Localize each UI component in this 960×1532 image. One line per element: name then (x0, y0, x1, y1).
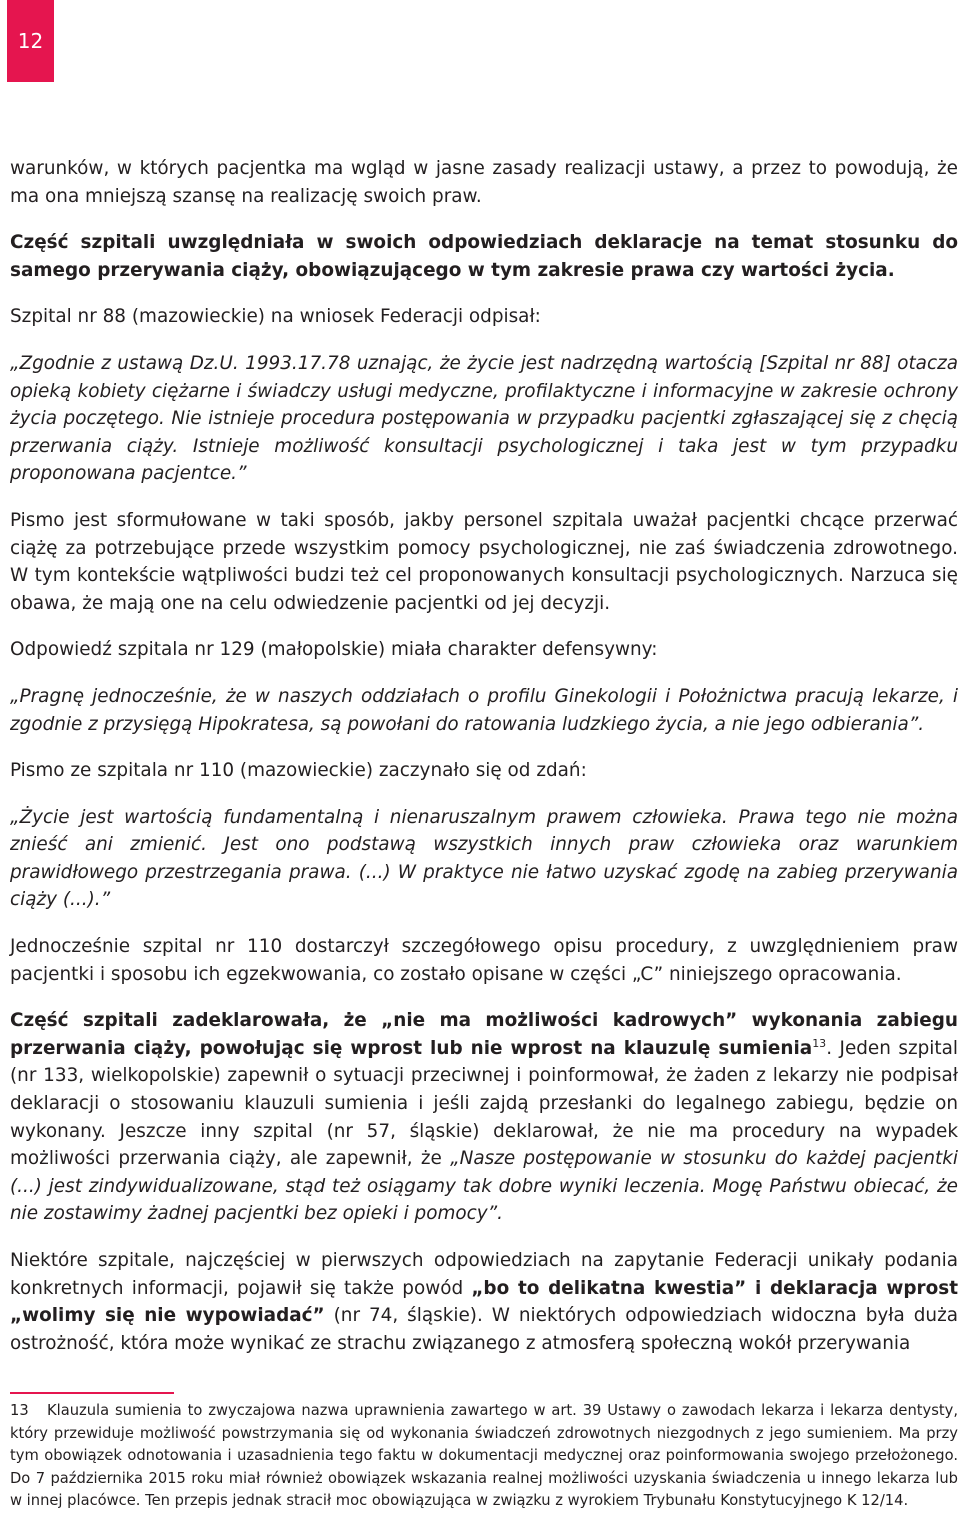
quote-text: „Pragnę jednocześnie, że w naszych oddziałach o profilu Ginekologii i Położnictwa pracują lekarze, i zgodnie z przysięgą Hipokratesa, są powołani do ratowania ludzkiego życia, a nie jego odbierania”. (10, 685, 958, 735)
paragraph: Pismo ze szpitala nr 110 (mazowieckie) zaczynało się od zdań: (10, 760, 587, 782)
footnote-number: 13 (10, 1402, 29, 1419)
quote-text: „Zgodnie z ustawą Dz.U. 1993.17.78 uznając, że życie jest nadrzędną wartością [Szpital nr 88] otacza opieką kobiety ciężarne i świadczy usługi medyczne, profilaktyczne i informacyjne w zakresie ochrony życia poczętego. Nie istnieje procedura postępowania w przypadku pacjentki zgłaszającej się z chęcią przerwania ciąży. Istnieje możliwość konsultacji psychologicznej i taka jest w tym przypadku proponowana pacjentce.” (10, 352, 958, 485)
paragraph-text: . Jeden szpital (nr 133, wielkopolskie) zapewnił o sytuacji przeciwnej i poinformował, że żaden z lekarzy nie podpisał deklaracji o stosowaniu klauzuli sumienia i jeśli zajdą przesłanki do legalnego zabiegu, będzie on wykonany. Jeszcze inny szpital (nr 57, śląskie) deklarował, że nie ma procedury na wypadek możliwości przerwania ciąży, ale zapewnił, że (10, 1037, 958, 1170)
paragraph-bold (10, 229, 958, 284)
bold-statement: Część szpitali zadeklarowała, że „nie ma możliwości kadrowych” wykonania zabiegu przerwania ciąży, powołując się wprost lub nie wprost na klauzulę sumienia (10, 1010, 958, 1059)
footnote-divider (10, 1392, 174, 1394)
page-number-badge (7, 0, 54, 82)
paragraph-conscience-clause (10, 1007, 958, 1228)
footnote-ref[interactable]: 13 (812, 1036, 827, 1050)
paragraph: Jednocześnie szpital nr 110 dostarczył szczegółowego opisu procedury, z uwzględnieniem praw pacjentki i sposobu ich egzekwowania, co zostało opisane w części „C” niniejszego opracowania. (10, 936, 958, 985)
quote-text: „Życie jest wartością fundamentalną i nienaruszalnym prawem człowieka. Prawa tego nie można znieść ani zmienić. Jest ono podstawą wszystkich innych praw człowieka oraz warunkiem prawidłowego przestrzegania prawa. (...) W praktyce nie łatwo uzyskać zgodę na zabieg przerywania ciąży (...).” (10, 806, 958, 911)
quote-hospital-88 (10, 350, 958, 488)
quote-text: „Nasze postępowanie w stosunku do każdej pacjentki (...) jest zindywidualizowane, stąd też osiągamy tak dobre wyniki leczenia. Mogę Państwu obiecać, że nie zostawimy żadnej pacjentki bez opieki i pomocy”. (10, 1148, 958, 1225)
page-number: 12 (17, 29, 44, 53)
paragraph-text: (nr 74, śląskie). W niektórych odpowiedziach widoczna była duża ostrożność, która może wynikać ze strachu związanego z atmosferą społeczną wokół przerywania (10, 1305, 958, 1354)
paragraph: warunków, w których pacjentka ma wgląd w jasne zasady realizacji ustawy, a przez to powodują, że ma ona mniejszą szansę na realizację swoich praw. (10, 158, 958, 207)
paragraph-last (10, 1247, 958, 1357)
bold-statement: „bo to delikatna kwestia” i deklaracja wprost „wolimy się nie wypowiadać” (10, 1277, 958, 1327)
paragraph: Pismo jest sformułowane w taki sposób, jakby personel szpitala uważał pacjentki chcące przerwać ciążę za potrzebujące przede wszystkim pomocy psychologicznej, nie zaś świadczenia zdrowotnego. W tym kontekście wątpliwości budzi też cel proponowanych konsultacji psychologicznych. Narzuca się obawa, że mają one na celu odwiedzenie pacjentki od jej decyzji. (10, 509, 958, 614)
footnote-text: Klauzula sumienia to zwyczajowa nazwa uprawnienia zawartego w art. 39 Ustawy o zawodach lekarza i lekarza dentysty, który przewiduje możliwość powstrzymania się od wykonania świadczeń zdrowotnych niezgodnych z jego sumieniem. Ma przy tym obowiązek odnotowania i uzasadnienia tego faktu w dokumentacji medycznej oraz poinformowania swojego przełożonego. Do 7 października 2015 roku miał również obowiązek wskazania realnej możliwości uzyskania świadczenia u innego lekarza lub w innej placówce. Ten przepis jednak stracił moc obowiązująca w związku z wyrokiem Trybunału Konstytucyjnego K 12/14. (10, 1402, 958, 1510)
body-text (10, 155, 958, 1376)
paragraph-text: Niektóre szpitale, najczęściej w pierwszych odpowiedziach na zapytanie Federacji unikały podania konkretnych informacji, pojawił się także powód (10, 1250, 958, 1299)
quote-hospital-110 (10, 804, 958, 914)
paragraph: Odpowiedź szpitala nr 129 (małopolskie) miała charakter defensywny: (10, 639, 658, 661)
footnote (10, 1400, 958, 1513)
bold-statement: Część szpitali uwzględniała w swoich odpowiedziach deklaracje na temat stosunku do samego przerywania ciąży, obowiązującego w tym zakresie prawa czy wartości życia. (10, 232, 958, 281)
paragraph: Szpital nr 88 (mazowieckie) na wniosek Federacji odpisał: (10, 306, 541, 328)
quote-hospital-129 (10, 683, 958, 738)
